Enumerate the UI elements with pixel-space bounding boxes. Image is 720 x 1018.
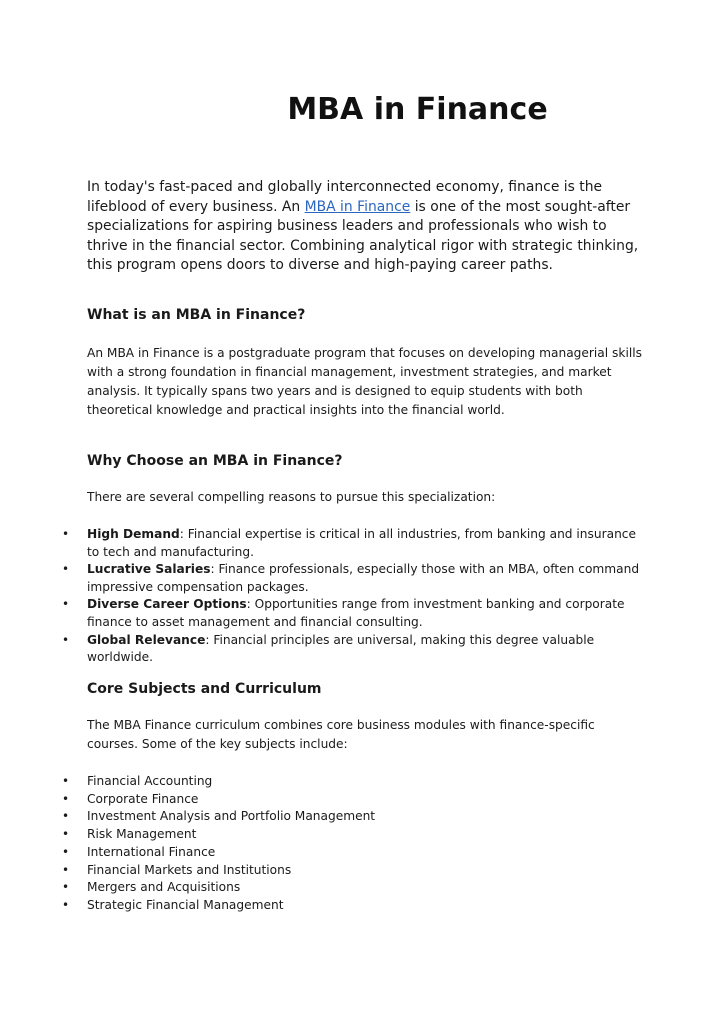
list-item <box>0 879 647 897</box>
list-item-text: Risk Management <box>87 827 197 842</box>
bullet-icon: • <box>62 880 70 895</box>
section-body-core: The MBA Finance curriculum combines core business modules with finance-specific courses. Some of the key subjects include: <box>87 718 595 751</box>
list-item-term: Lucrative Salaries <box>87 562 211 577</box>
list-item <box>0 862 647 880</box>
reasons-list <box>0 526 647 667</box>
list-item-text: Investment Analysis and Portfolio Management <box>87 809 376 824</box>
list-item-text: : Financial principles are universal, making this degree valuable worldwide. <box>87 632 595 665</box>
section-body-what: An MBA in Finance is a postgraduate program that focuses on developing managerial skills with a strong foundation in financial management, investment strategies, and market analysis. It typically spans two years and is designed to equip students with both theoretical knowledge and practical insights into the financial world. <box>87 346 642 417</box>
intro-text-after-link: is one of the most sought-after specializations for aspiring business leaders and professionals who wish to thrive in the financial sector. Combining analytical rigor with strategic thinking, this program opens doors to diverse and high-paying career paths. <box>87 198 639 274</box>
list-item-text: Strategic Financial Management <box>87 897 284 912</box>
bullet-icon: • <box>62 597 70 612</box>
page-title: MBA in Finance <box>287 92 548 127</box>
list-item-text: Mergers and Acquisitions <box>87 880 241 895</box>
list-item <box>0 526 647 561</box>
bullet-icon: • <box>62 809 70 824</box>
mba-in-finance-link[interactable]: MBA in Finance <box>304 198 411 215</box>
list-item <box>0 773 647 791</box>
list-item <box>0 561 647 596</box>
list-item <box>0 632 647 667</box>
list-item-term: Diverse Career Options <box>87 597 247 612</box>
list-item <box>0 897 647 915</box>
list-item-term: Global Relevance <box>87 632 206 647</box>
list-item <box>0 826 647 844</box>
bullet-icon: • <box>62 791 70 806</box>
bullet-icon: • <box>62 897 70 912</box>
list-item <box>0 808 647 826</box>
bullet-icon: • <box>62 527 70 541</box>
list-item <box>0 791 647 809</box>
list-item-text: : Financial expertise is critical in all industries, from banking and insurance to tech and manufacturing. <box>87 527 637 559</box>
section-heading-core: Core Subjects and Curriculum <box>87 681 322 697</box>
bullet-icon: • <box>62 862 70 877</box>
intro-paragraph <box>87 178 647 276</box>
subjects-list <box>0 773 647 915</box>
bullet-icon: • <box>62 562 70 577</box>
section-body-why: There are several compelling reasons to pursue this specialization: <box>87 490 496 504</box>
intro-text-before-link: In today's fast-paced and globally interconnected economy, finance is the lifeblood of every business. An <box>87 179 603 215</box>
bullet-icon: • <box>62 632 70 647</box>
list-item-text: International Finance <box>87 844 216 859</box>
list-item-text: Financial Markets and Institutions <box>87 862 292 877</box>
list-item-text: : Finance professionals, especially those with an MBA, often command impressive compensation packages. <box>87 562 640 594</box>
bullet-icon: • <box>62 844 70 859</box>
list-item <box>0 596 647 631</box>
section-heading-what: What is an MBA in Finance? <box>87 307 306 323</box>
list-item <box>0 844 647 862</box>
list-item-text: Corporate Finance <box>87 791 199 806</box>
list-item-term: High Demand <box>87 527 180 541</box>
section-heading-why: Why Choose an MBA in Finance? <box>87 453 343 469</box>
bullet-icon: • <box>62 827 70 842</box>
list-item-text: : Opportunities range from investment banking and corporate finance to asset management and financial consulting. <box>87 597 625 629</box>
list-item-text: Financial Accounting <box>87 774 213 788</box>
bullet-icon: • <box>62 774 70 788</box>
